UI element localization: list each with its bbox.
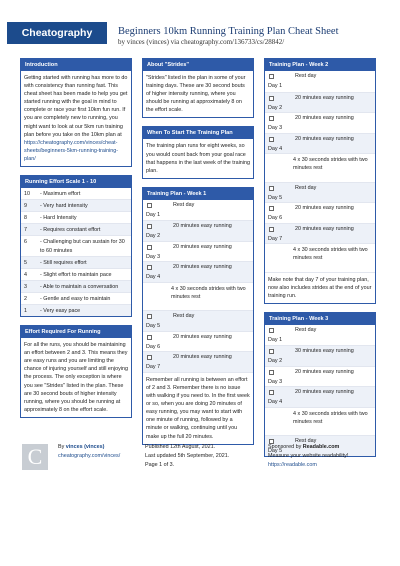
strides-text: "Strides" listed in the plan in some of your training days. These are 30 second bouts of higher intensity running, where you should be running at approximately 8 on the effort scale. xyxy=(146,75,246,114)
week-1-note: Remember all running is between an effort of 2 and 3. Remember there is no issue with walking if you need to. In the first week or so, when you are doing 20 minutes of easy running, you may want to start with one minute of running, followed by a minute or walking, continuing until you make up the full 20 minutes. xyxy=(143,372,253,444)
page-number: Page 1 of 3. xyxy=(145,462,175,468)
day-label: Day 6 xyxy=(268,215,283,221)
scale-value: 2 xyxy=(24,295,27,302)
activity: 4 x 30 seconds strides with two minutes rest xyxy=(293,410,368,425)
checkbox[interactable] xyxy=(269,186,274,191)
checkbox[interactable] xyxy=(147,335,152,340)
week-2-schedule xyxy=(265,71,375,272)
activity: 20 minutes easy running xyxy=(295,115,354,121)
day-label: Day 4 xyxy=(146,274,161,281)
scale-description: - Hard Intensity xyxy=(40,215,77,222)
published-date: Published 12th August, 2021. xyxy=(145,444,216,450)
activity: Rest day xyxy=(295,438,317,445)
table-row xyxy=(265,325,375,346)
checkbox[interactable] xyxy=(269,137,274,142)
table-row xyxy=(265,92,375,113)
scale-description: - Very easy pace xyxy=(40,307,81,314)
intro-link[interactable]: https://cheatography.com/vinces/cheat-sheets/beginners-5km-running-training-plan/ xyxy=(24,139,119,162)
week-3-section xyxy=(264,312,376,457)
scale-value: 5 xyxy=(24,259,27,266)
table-row xyxy=(21,304,131,316)
author-line xyxy=(58,443,104,452)
table-row xyxy=(143,310,253,331)
table-row xyxy=(265,153,375,182)
activity: 4 x 30 seconds strides with two minutes rest xyxy=(293,157,368,171)
scale-value: 9 xyxy=(24,203,27,210)
effort-scale-section xyxy=(20,175,132,317)
intro-text xyxy=(21,71,131,166)
effort-required-text: For all the runs, you should be maintaining an effort between 2 and 3. This means they are easy runs and you are limiting the chance of injuring yourself and still enjoying the process. The only exception is where you see "Strides" listed in the plan. These are 30 second bouts of higher intensity running, where you should be running at approximately 8 on the effort scale. xyxy=(24,342,128,413)
activity: 20 minutes easy running xyxy=(295,94,354,101)
activity: 4 x 30 seconds strides with two minutes rest xyxy=(293,247,368,261)
activity: 20 minutes easy running xyxy=(295,205,354,211)
day-label: Day 6 xyxy=(146,343,161,350)
cheatography-logo[interactable]: Cheatography xyxy=(7,22,107,44)
activity: Rest day xyxy=(295,326,317,333)
day-label: Day 2 xyxy=(268,104,283,111)
table-row xyxy=(143,282,253,311)
strides-section xyxy=(142,58,254,118)
scale-description: - Slight effort to maintain pace xyxy=(40,271,112,278)
activity: 20 minutes easy running xyxy=(295,225,354,232)
activity: 20 minutes easy running xyxy=(295,389,354,396)
section-heading: About "Strides" xyxy=(143,59,253,71)
checkbox[interactable] xyxy=(269,328,274,333)
table-row xyxy=(143,331,253,352)
day-label: Day 2 xyxy=(146,233,161,240)
day-label: Day 4 xyxy=(268,145,283,152)
week-1-schedule xyxy=(143,200,253,372)
scale-description: - Requires constant effort xyxy=(40,227,101,234)
scale-value: 6 xyxy=(24,239,27,246)
checkbox[interactable] xyxy=(269,370,274,375)
scale-description: - Very hard intensity xyxy=(40,203,88,210)
day-label: Day 4 xyxy=(268,399,283,406)
table-row xyxy=(21,188,131,199)
table-row xyxy=(265,71,375,92)
table-row xyxy=(265,366,375,387)
table-row xyxy=(265,386,375,407)
table-row xyxy=(265,112,375,133)
activity: 20 minutes easy running xyxy=(173,264,232,271)
checkbox[interactable] xyxy=(147,245,152,250)
checkbox[interactable] xyxy=(269,206,274,211)
day-label: Day 7 xyxy=(268,235,283,242)
column-1 xyxy=(20,58,132,426)
activity: Rest day xyxy=(173,201,195,208)
activity: 20 minutes easy running xyxy=(295,368,354,375)
activity: 4 x 30 seconds strides with two minutes rest xyxy=(171,285,246,300)
table-row xyxy=(21,280,131,292)
table-row xyxy=(265,223,375,244)
sponsor-link[interactable]: https://readable.com xyxy=(268,462,317,468)
section-heading: Training Plan - Week 1 xyxy=(143,188,253,200)
table-row xyxy=(143,351,253,372)
sponsor-prefix: Sponsored by xyxy=(268,444,303,450)
day-label: Day 2 xyxy=(268,358,283,365)
table-row xyxy=(265,133,375,154)
author-prefix: By xyxy=(58,444,66,450)
author-link[interactable]: cheatography.com/vinces/ xyxy=(58,453,121,459)
activity: Rest day xyxy=(295,73,317,79)
table-row xyxy=(143,261,253,282)
scale-description: - Maximum effort xyxy=(40,191,81,198)
updated-date: Last updated 5th September, 2021. xyxy=(145,453,230,459)
scale-description: - Gentle and easy to maintain xyxy=(40,295,111,302)
checkbox[interactable] xyxy=(147,265,152,270)
activity: 20 minutes easy running xyxy=(173,333,232,340)
scale-description: - Still requires effort xyxy=(40,259,87,266)
table-row xyxy=(143,241,253,262)
sponsor-name[interactable]: Readable.com xyxy=(302,444,340,450)
scale-description: - Challenging but can sustain for 30 to 60 minutes xyxy=(40,239,125,254)
byline[interactable]: by vinces (vinces) via cheatography.com/136733/cs/28842/ xyxy=(118,38,285,46)
day-label: Day 3 xyxy=(268,125,283,131)
page-footer xyxy=(0,437,400,487)
table-row xyxy=(21,223,131,235)
checkbox[interactable] xyxy=(147,355,152,360)
column-3 xyxy=(264,58,376,465)
page-header xyxy=(0,0,400,52)
section-heading: Effort Required For Running xyxy=(21,326,131,338)
table-row xyxy=(265,243,375,272)
activity: 20 minutes easy running xyxy=(173,223,232,230)
table-row xyxy=(21,199,131,211)
section-heading: Running Effort Scale 1 - 10 xyxy=(21,176,131,188)
checkbox[interactable] xyxy=(147,314,152,319)
table-row xyxy=(21,292,131,304)
day-label: Day 1 xyxy=(268,336,283,343)
activity: 20 minutes easy running xyxy=(173,243,232,250)
day-label: Day 5 xyxy=(146,323,161,330)
table-row xyxy=(21,235,131,255)
day-label: Day 5 xyxy=(268,194,283,201)
checkbox[interactable] xyxy=(269,390,274,395)
checkbox[interactable] xyxy=(269,96,274,101)
checkbox[interactable] xyxy=(269,227,274,232)
day-label: Day 5 xyxy=(268,448,283,455)
scale-description: - Able to maintain a conversation xyxy=(40,283,119,290)
table-row xyxy=(265,407,375,436)
table-row xyxy=(21,268,131,280)
checkbox[interactable] xyxy=(269,349,274,354)
day-label: Day 3 xyxy=(146,253,161,260)
section-heading: Training Plan - Week 2 xyxy=(265,59,375,71)
section-heading: Training Plan - Week 3 xyxy=(265,313,375,325)
when-to-start-text: The training plan runs for eight weeks, so you would count back from your goal race that happens in the last week of the training plan. xyxy=(146,143,250,174)
section-heading: Introduction xyxy=(21,59,131,71)
activity: Rest day xyxy=(295,184,317,191)
activity: 20 minutes easy running xyxy=(295,135,354,142)
introduction-section xyxy=(20,58,132,167)
table-row xyxy=(143,200,253,221)
sponsor-line xyxy=(268,443,339,452)
table-row xyxy=(265,202,375,223)
checkbox[interactable] xyxy=(147,224,152,229)
scale-value: 3 xyxy=(24,283,27,290)
scale-value: 8 xyxy=(24,215,27,222)
effort-required-section xyxy=(20,325,132,418)
column-2 xyxy=(142,58,254,453)
day-label: Day 1 xyxy=(268,83,283,89)
table-row xyxy=(21,211,131,223)
day-label: Day 7 xyxy=(146,364,161,371)
table-row xyxy=(21,256,131,268)
checkbox[interactable] xyxy=(269,116,274,121)
section-heading: When To Start The Training Plan xyxy=(143,127,253,139)
scale-value: 1 xyxy=(24,307,27,314)
scale-value: 4 xyxy=(24,271,27,278)
day-label: Day 1 xyxy=(146,211,161,218)
author-avatar: C xyxy=(22,444,48,470)
activity: Rest day xyxy=(173,313,195,320)
week-1-section xyxy=(142,187,254,445)
checkbox[interactable] xyxy=(147,203,152,208)
author-name[interactable]: vinces (vinces) xyxy=(65,444,105,450)
table-row xyxy=(265,345,375,366)
when-to-start-section xyxy=(142,126,254,178)
intro-body: Getting started with running has more to do with consistency than running fast. This cheat sheet has been made to help you get started running with the goal in mind to complete or race your first 10km fun run. If you are completely new to running, you might want to look at our 5km run training plan before you take on the 10km plan at xyxy=(24,75,128,138)
scale-value: 10 xyxy=(24,191,30,198)
activity: 30 minutes easy running xyxy=(295,348,354,355)
scale-value: 7 xyxy=(24,227,27,234)
week-2-section xyxy=(264,58,376,304)
week-2-note: Make note that day 7 of your training plan, now also includes strides at the end of your training run. xyxy=(265,272,375,303)
checkbox[interactable] xyxy=(269,74,274,79)
table-row xyxy=(265,182,375,203)
activity: 20 minutes easy running xyxy=(173,354,232,361)
effort-scale-table xyxy=(21,188,131,316)
page-title: Beginners 10km Running Training Plan Cheat Sheet xyxy=(118,26,339,37)
table-row xyxy=(143,220,253,241)
sponsor-text: Measure your website readability! xyxy=(268,453,349,459)
day-label: Day 3 xyxy=(268,378,283,385)
